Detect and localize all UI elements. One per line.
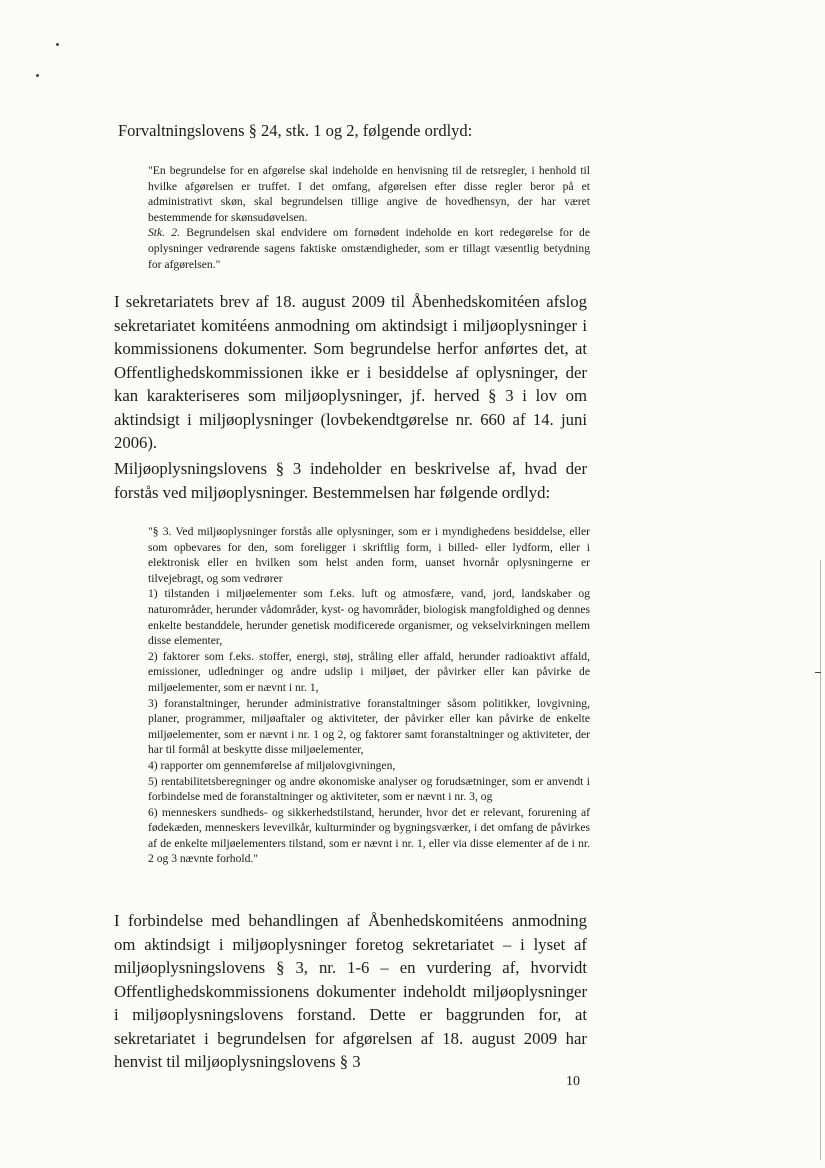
quote-paragraph: "§ 3. Ved miljøoplysninger forstås alle oplysninger, som er i myndighedens besiddelse, eller som opbevares for den, som foreligger i skriftlig form, i billed- eller lydform, eller i elektronisk eller en hvilken som helst anden form, uanset hvornår oplysningerne er tilvejebragt, og som vedrører [148,525,590,585]
quote-item: 1) tilstanden i miljøelementer som f.eks. luft og atmosfære, vand, jord, landskaber og naturområder, herunder vådområder, kyst- og havområder, biologisk mangfoldighed og dennes enkelte bestanddele, herunder genetisk modificerede organismer, og vekselvirkningen mellem disse elementer, [148,587,590,648]
quote-text: Begrundelsen skal endvidere om fornødent indeholde en kort redegørelse for de oplysninger vedrørende sagens faktiske omstændigheder, som er tillagt væsentlig betydning for afgørelsen." [148,226,590,271]
quote-item: 2) faktorer som f.eks. stoffer, energi, støj, stråling eller affald, herunder radioaktivt affald, emissioner, udledninger og andre udslip i miljøet, der påvirker eller kan påvirke de miljøelementer, som er nævnt i nr. 1, [148,649,590,694]
page-number: 10 [566,1074,580,1089]
scan-edge-line [820,560,821,1160]
body-paragraph: I forbindelse med behandlingen af Åbenhedskomitéens anmodning om aktindsigt i miljøoplysninger foretog sekretariatet – i lyset af miljøoplysningslovens § 3, nr. 1-6 – en vurdering af, hvorvidt Offentlighedskommissionens dokumenter indeholdt miljøoplysninger i miljøoplysningslovens forstand. Dette er baggrunden for, at sekretariatet i begrundelsen for afgørelsen af 18. august 2009 har henvist til miljøoplysningslovens § 3 [114,911,587,1071]
quote-paragraph: "En begrundelse for en afgørelse skal indeholde en henvisning til de retsregler, i henhold til hvilke afgørelsen er truffet. I det omfang, afgørelsen efter disse regler beror på et administrativt skøn, skal begrundelsen tillige angive de hovedhensyn, der har været bestemmende for skønsudøvelsen. [148,164,590,224]
quote-item: 3) foranstaltninger, herunder administrative foranstaltninger såsom politikker, lovgivning, planer, programmer, miljøaftaler og aktiviteter, der påvirker eller kan påvirke de enkelte miljøelementer, som er nævnt i nr. 1 og 2, og faktorer samt foranstaltninger og aktiviteter, der har til formål at beskytte disse miljøelementer, [148,696,590,757]
body-paragraph: I sekretariatets brev af 18. august 2009 til Åbenhedskomitéen afslog sekretariatet komitéens anmodning om aktindsigt i miljøoplysninger i kommissionens dokumenter. Som begrundelse herfor anførtes det, at Offentlighedskommissionen ikke er i besiddelse af oplysninger, der kan karakteriseres som miljøoplysninger, jf. herved § 3 i lov om aktindsigt i miljøoplysninger (lovbekendtgørelse nr. 660 af 14. juni 2006). [114,292,587,452]
quote-item: 5) rentabilitetsberegninger og andre økonomiske analyser og forudsætninger, som er anvendt i forbindelse med de foranstaltninger og aktiviteter, som er nævnt i nr. 3, og [148,774,590,804]
quote-paragraph [148,225,590,272]
stk-label: Stk. 2. [148,226,181,240]
scan-edge-tick [815,672,821,673]
quote-item: 4) rapporter om gennemførelse af miljølovgivningen, [148,758,396,772]
intro-line: Forvaltningslovens § 24, stk. 1 og 2, følgende ordlyd: [118,121,473,140]
body-paragraph: Miljøoplysningslovens § 3 indeholder en beskrivelse af, hvad der forstås ved miljøoplysninger. Bestemmelsen har følgende ordlyd: [114,459,587,502]
scan-speck [56,43,59,46]
quote-forvaltningsloven [148,163,590,272]
quote-miljooplysningsloven [148,524,590,867]
scan-speck [36,74,39,77]
quote-item: 6) menneskers sundheds- og sikkerhedstilstand, herunder, hvor det er relevant, forurening af fødekæden, menneskers levevilkår, kulturminder og bygningsværker, i det omfang de påvirkes af de enkelte miljøelementers tilstand, som er nævnt i nr. 1, eller via disse elementer af de i nr. 2 og 3 nævnte forhold." [148,805,590,866]
